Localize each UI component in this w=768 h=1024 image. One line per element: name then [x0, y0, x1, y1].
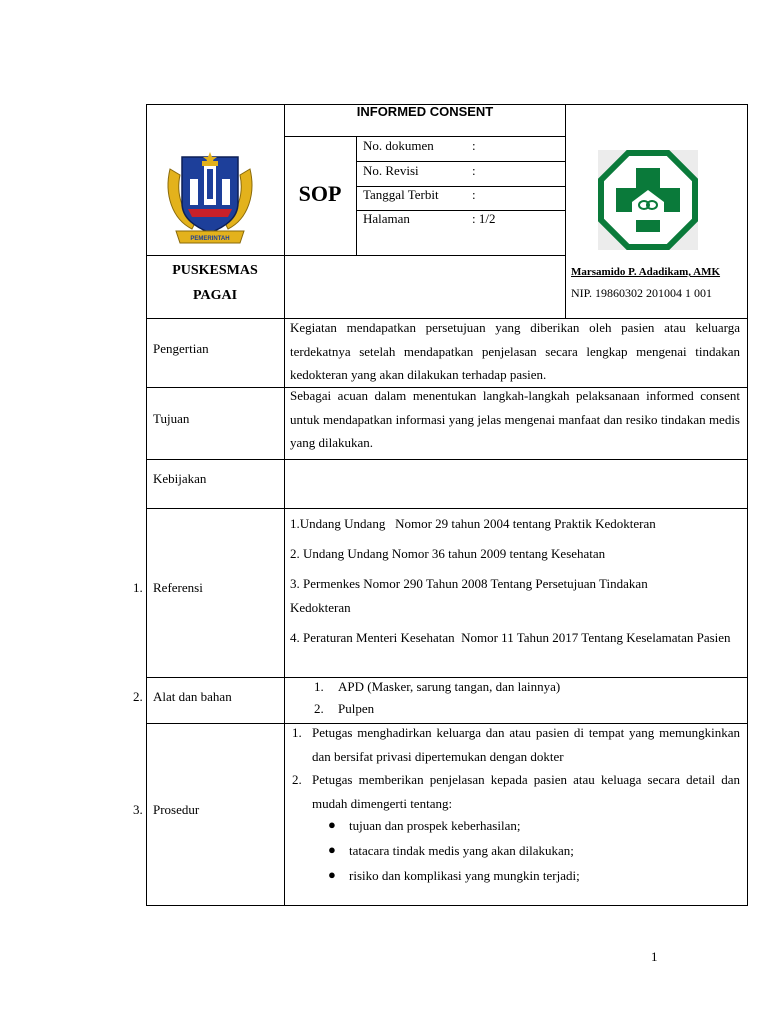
page-number: 1: [651, 949, 658, 964]
prosedur-step-number: 1.: [292, 725, 302, 740]
row-label-kebijakan: Kebijakan: [153, 471, 207, 486]
org-name: PUSKESMAS: [172, 263, 258, 278]
prosedur-step: Petugas memberikan penjelasan kepada pasien atau keluaga secara detail dan mudah dimengerti tentang:: [312, 772, 740, 811]
prosedur-bullet: tatacara tindak medis yang akan dilakukan;: [349, 843, 574, 858]
row-label-referensi: Referensi: [153, 580, 203, 595]
document-title: INFORMED CONSENT: [356, 104, 494, 119]
row-label-alat: Alat dan bahan: [153, 689, 232, 704]
row-number: 3.: [133, 802, 143, 817]
signer-name: Marsamido P. Adadikam, AMK: [571, 266, 721, 278]
doc-field-label: No. Revisi: [363, 163, 419, 178]
referensi-item: 1.Undang Undang Nomor 29 tahun 2004 tentang Praktik Kedokteran: [290, 516, 656, 531]
doc-field-value: :: [472, 187, 476, 202]
prosedur-step: Petugas menghadirkan keluarga dan atau pasien di tempat yang memungkinkan dan bersifat privasi dipertemukan dengan dokter: [312, 725, 740, 764]
row-divider: [146, 459, 748, 460]
alat-item: APD (Masker, sarung tangan, dan lainnya): [338, 679, 561, 694]
doc-field-label: No. dokumen: [363, 138, 434, 153]
doc-field-value: :: [472, 138, 476, 153]
prosedur-step-number: 2.: [292, 772, 302, 787]
doc-field-value: :: [472, 163, 476, 178]
doc-field-label: Tanggal Terbit: [363, 187, 439, 202]
bullet-dot: ●: [328, 867, 336, 882]
prosedur-bullet: tujuan dan prospek keberhasilan;: [349, 818, 521, 833]
signer-nip: NIP. 19860302 201004 1 001: [571, 286, 713, 300]
row-label-prosedur: Prosedur: [153, 802, 200, 817]
sop-label: SOP: [298, 181, 342, 206]
sop-divider: [356, 136, 357, 255]
table-bottom-border: [146, 905, 748, 906]
row-number: 1.: [133, 580, 143, 595]
alat-item-number: 2.: [314, 701, 324, 716]
org-name-line2: PAGAI: [192, 288, 238, 303]
doc-field-value: : 1/2: [472, 211, 496, 226]
alat-item-number: 1.: [314, 679, 324, 694]
row-divider: [146, 677, 748, 678]
puskesmas-logo: [598, 150, 698, 250]
row-number: 2.: [133, 689, 143, 704]
pengertian-text: Kegiatan mendapatkan persetujuan yang diberikan oleh pasien atau keluarga terdekatnya setelah mendapatkan penjelasan secara lengkap mengenai tindakan kedokteran yang akan dilakukan terhadap pasien.: [290, 320, 740, 382]
prosedur-bullet: risiko dan komplikasi yang mungkin terjadi;: [349, 868, 580, 883]
label-column-divider: [284, 104, 285, 906]
referensi-item: 4. Peraturan Menteri Kesehatan Nomor 11 Tahun 2017 Tentang Keselamatan Pasien: [290, 630, 731, 645]
bullet-dot: ●: [328, 817, 336, 832]
table-left-border: [146, 104, 147, 906]
referensi-item: 3. Permenkes Nomor 290 Tahun 2008 Tentang Persetujuan Tindakan Kedokteran: [290, 576, 648, 615]
row-label-tujuan: Tujuan: [153, 411, 190, 426]
alat-item: Pulpen: [338, 701, 375, 716]
tujuan-text: Sebagai acuan dalam menentukan langkah-langkah pelaksanaan informed consent untuk mendapatkan informasi yang jelas mengenai manfaat dan resiko tindakan medis yang dilakukan.: [290, 388, 740, 450]
svg-text:PEMERINTAH: PEMERINTAH: [190, 236, 230, 242]
title-row-divider: [284, 136, 566, 137]
table-right-border: [747, 104, 748, 906]
row-divider: [146, 508, 748, 509]
bullet-dot: ●: [328, 842, 336, 857]
doc-field-label: Halaman: [363, 211, 410, 226]
header-divider: [146, 255, 566, 256]
referensi-item: 2. Undang Undang Nomor 36 tahun 2009 tentang Kesehatan: [290, 546, 606, 561]
row-label-pengertian: Pengertian: [153, 341, 209, 356]
doc-field-divider: [356, 161, 566, 162]
regional-emblem-logo: [162, 149, 258, 247]
